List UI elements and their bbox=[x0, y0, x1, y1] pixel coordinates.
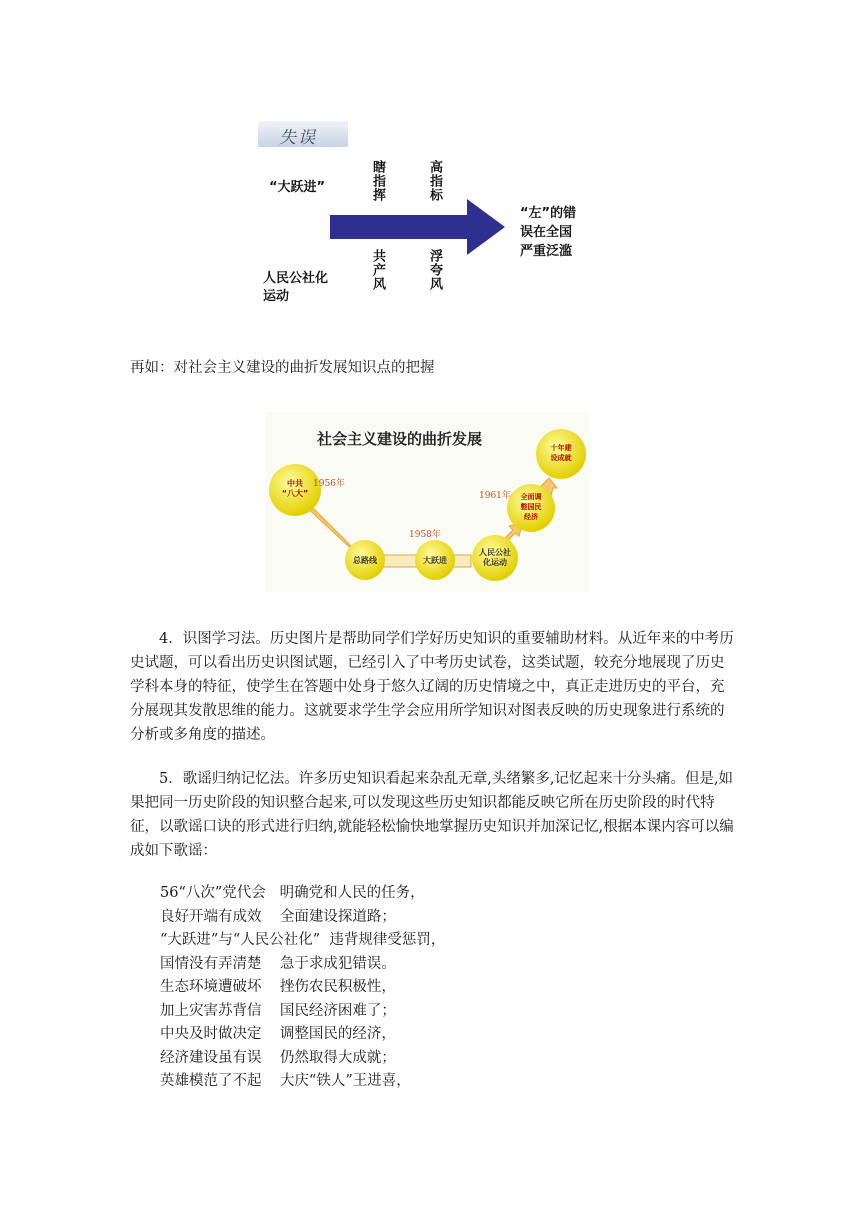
socialist-construction-diagram bbox=[265, 412, 590, 592]
song-line: 中央及时做决定 调整国民的经济， bbox=[160, 1026, 396, 1042]
node-commune: 人民公社 化运动 bbox=[479, 548, 511, 567]
mistakes-diagram bbox=[255, 118, 600, 318]
node-eighth-congress: 中共 “八大” bbox=[281, 479, 309, 498]
label-high-targets: 高指标 bbox=[427, 160, 442, 202]
song-line: 加上灾害苏背信 国民经济困难了； bbox=[160, 1002, 396, 1019]
year-1956: 1956年 bbox=[313, 479, 345, 489]
year-1961: 1961年 bbox=[479, 491, 511, 501]
song-line: 生态环境遭破坏 挫伤农民积极性， bbox=[160, 979, 396, 995]
figure-caption: 再如：对社会主义建设的曲折发展知识点的把握 bbox=[130, 360, 435, 376]
label-left-error: “左”的错 误在全国 严重泛滥 bbox=[520, 206, 577, 259]
song-verses bbox=[160, 882, 445, 1094]
node-general-line: 总路线 bbox=[353, 556, 377, 565]
node-adjustment: 全面调 整国民 经济 bbox=[520, 493, 542, 521]
label-blind-command: 瞎指挥 bbox=[370, 160, 385, 202]
big-arrow-shape bbox=[330, 199, 505, 255]
paragraph-4 bbox=[130, 627, 736, 747]
node-ten-years: 十年建 设成就 bbox=[550, 444, 572, 462]
paragraph-5-text: 5．歌谣归纳记忆法。许多历史知识看起来杂乱无章,头绪繁多,记忆起来十分头痛。但是,如果把同一历史阶段的知识整合起来,可以发现这些历史知识都能反映它所在历史阶段的时代特征，以歌谣口诀的形式进行归纳,就能轻松愉快地掌握历史知识并加深记忆,根据本课内容可以编成如下歌谣： bbox=[130, 771, 734, 859]
label-communist-wind: 共产风 bbox=[370, 249, 385, 291]
song-line: 经济建设虽有误 仍然取得大成就； bbox=[160, 1049, 396, 1066]
label-commune: 人民公社化 运动 bbox=[263, 271, 329, 304]
song-line: 英雄模范了不起 大庆“铁人”王进喜， bbox=[160, 1073, 411, 1089]
song-line: 56“八次”党代会 明确党和人民的任务， bbox=[160, 885, 425, 901]
node-great-leap: 大跃进 bbox=[423, 556, 447, 565]
label-exaggeration-wind: 浮夸风 bbox=[427, 249, 442, 291]
song-line: 国情没有弄清楚 急于求成犯错误。 bbox=[160, 955, 396, 972]
song-line: “大跃进”与“人民公社化” 违背规律受惩罚， bbox=[160, 932, 446, 948]
diagram2-title: 社会主义建设的曲折发展 bbox=[317, 430, 483, 448]
paragraph-5 bbox=[130, 767, 736, 863]
song-line: 良好开端有成效 全面建设探道路； bbox=[160, 908, 396, 925]
paragraph-4-text: 4．识图学习法。历史图片是帮助同学们学好历史知识的重要辅助材料。从近年来的中考历史试题，可以看出历史识图试题，已经引入了中考历史试卷，这类试题，较充分地展现了历史学科本身的特征，使学生在答题中处身于悠久辽阔的历史情境之中，真正走进历史的平台，充分展现其发散思维的能力。这就要求学生学会应用所学知识对图表反映的历史现象进行系统的分析或多角度的描述。 bbox=[130, 631, 734, 743]
label-great-leap: “大跃进” bbox=[269, 180, 326, 195]
year-1958: 1958年 bbox=[409, 530, 441, 540]
diagram-title: 失误 bbox=[279, 128, 317, 148]
